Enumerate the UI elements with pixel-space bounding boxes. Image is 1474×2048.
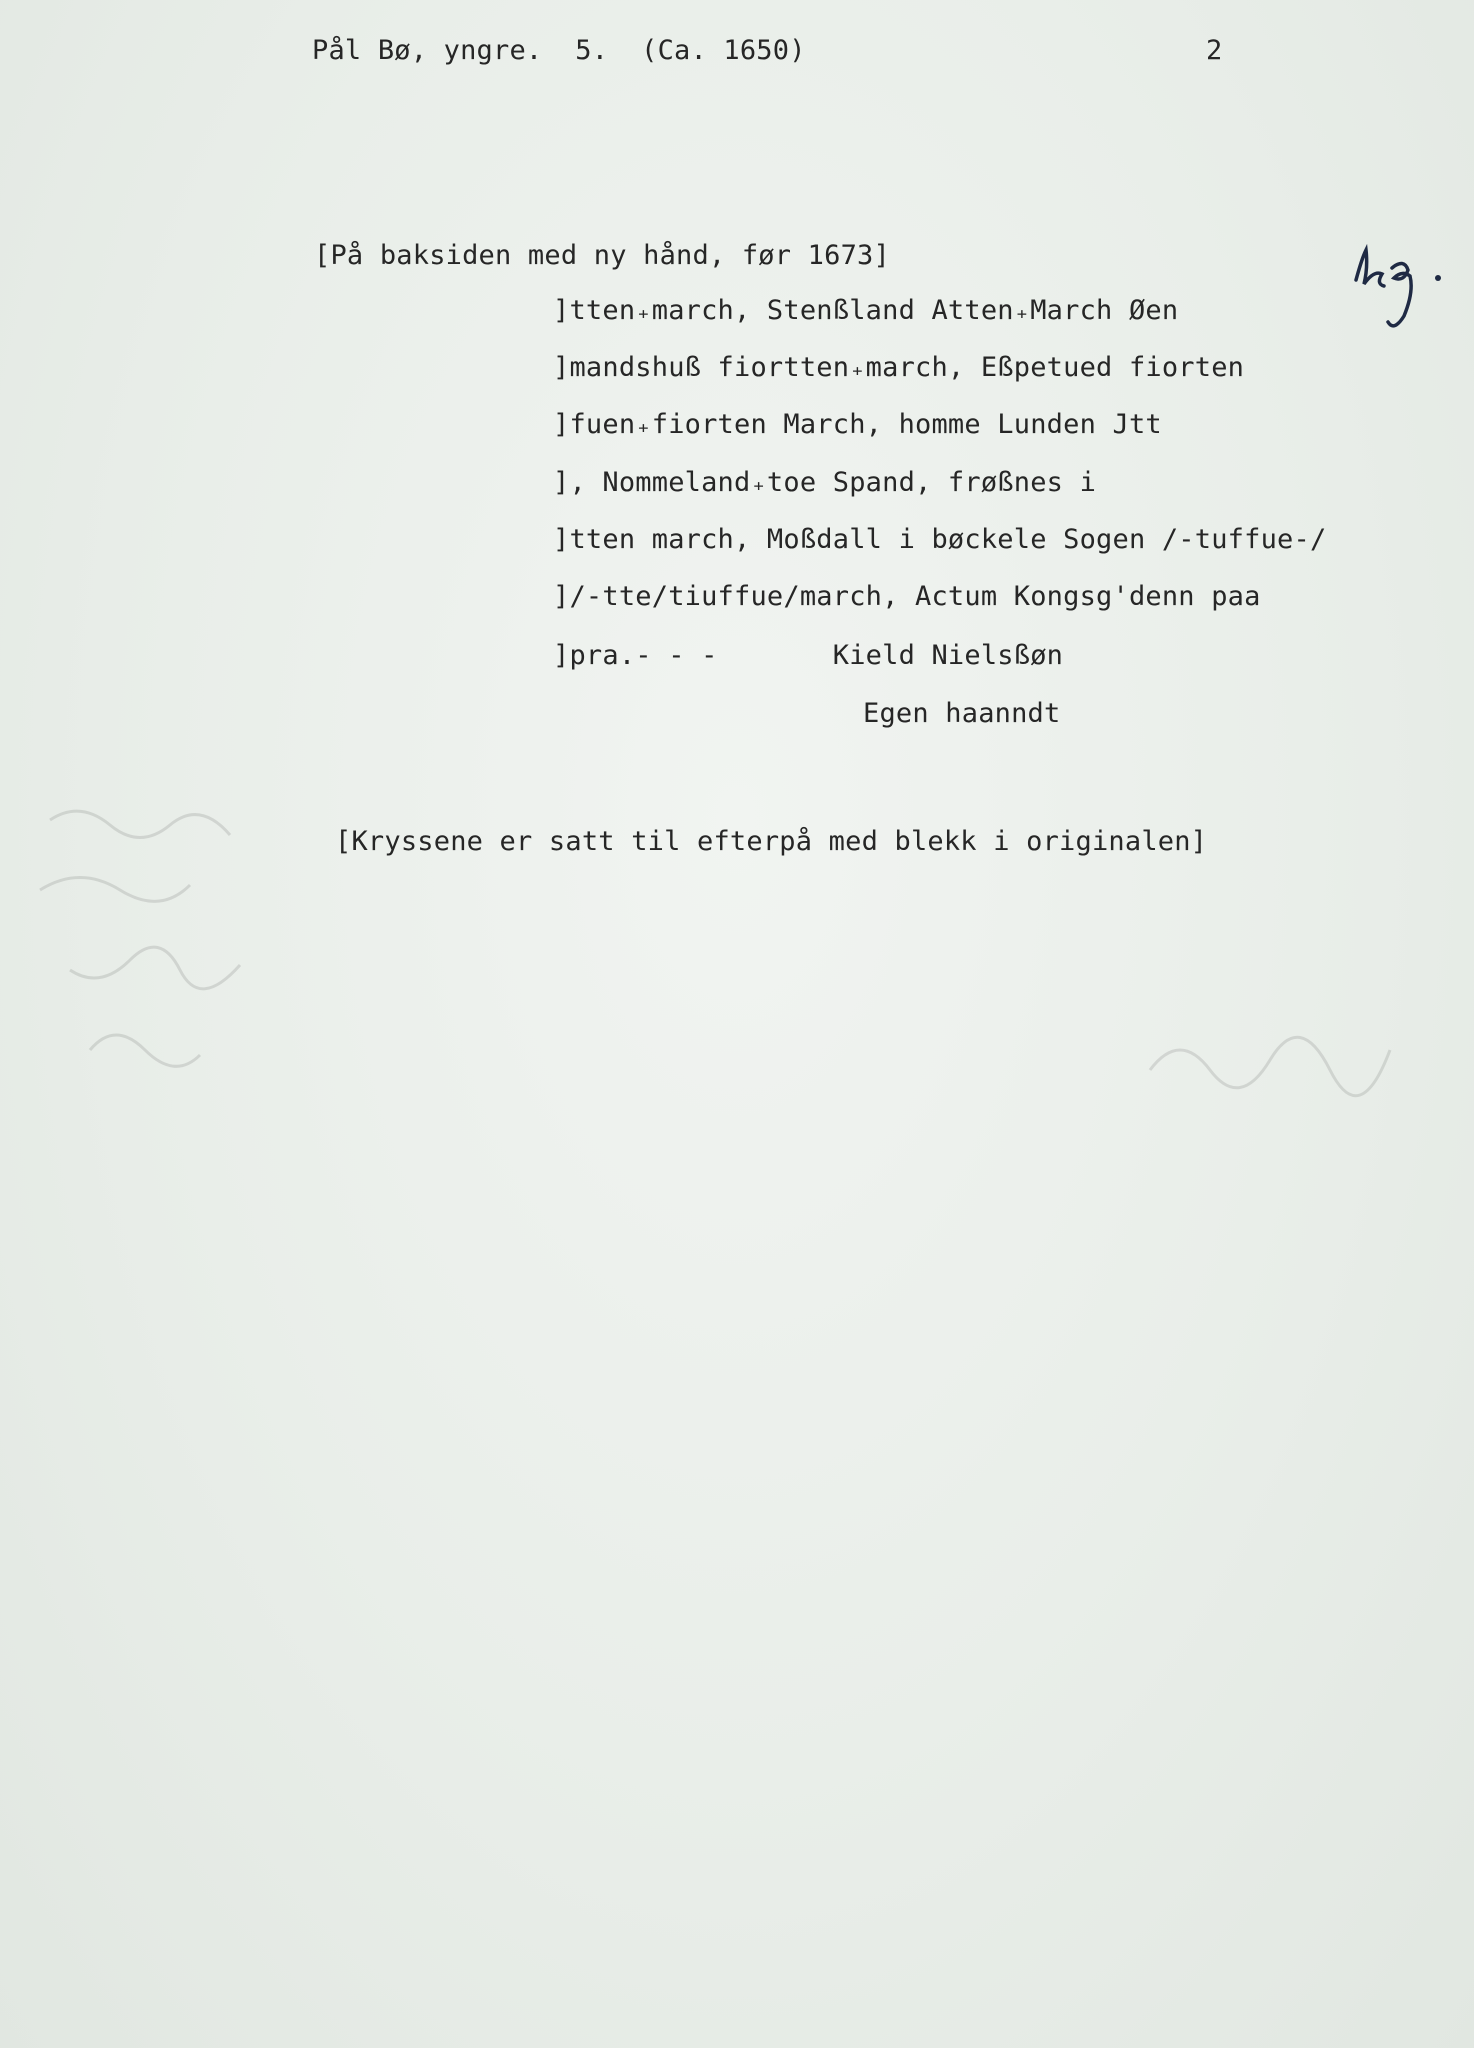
editorial-note-closing: [Kryssene er satt til efterpå med blekk i originalen] — [335, 826, 1208, 857]
transcription-line: ]tten₊march, Stenßland Atten₊March Øen — [553, 295, 1179, 326]
document-header-title: Pål Bø, yngre. 5. (Ca. 1650) — [312, 35, 806, 66]
transcription-line: ]fuen₊fiorten March, homme Lunden Jtt — [553, 409, 1162, 440]
transcription-line: ]/-tte/tiuffue/march, Actum Kongsg'denn paa — [553, 581, 1261, 612]
editorial-note-intro: [På baksiden med ny hånd, før 1673] — [314, 240, 890, 271]
show-through-scribble-icon — [1140, 1000, 1440, 1120]
transcription-line: ]tten march, Moßdall i bøckele Sogen /-tuffue-/ — [553, 524, 1327, 555]
page-number: 2 — [1206, 35, 1223, 66]
signature-line: Egen haanndt — [863, 698, 1061, 729]
handwritten-initials-icon — [1348, 232, 1458, 332]
show-through-scribble-icon — [30, 780, 310, 1100]
transcription-line: ]pra.- - - Kield Nielsßøn — [553, 640, 1064, 671]
transcription-line: ]mandshuß fiortten₊march, Eßpetued fiorten — [553, 352, 1245, 383]
transcription-line: ], Nommeland₊toe Spand, frøßnes i — [553, 467, 1097, 498]
